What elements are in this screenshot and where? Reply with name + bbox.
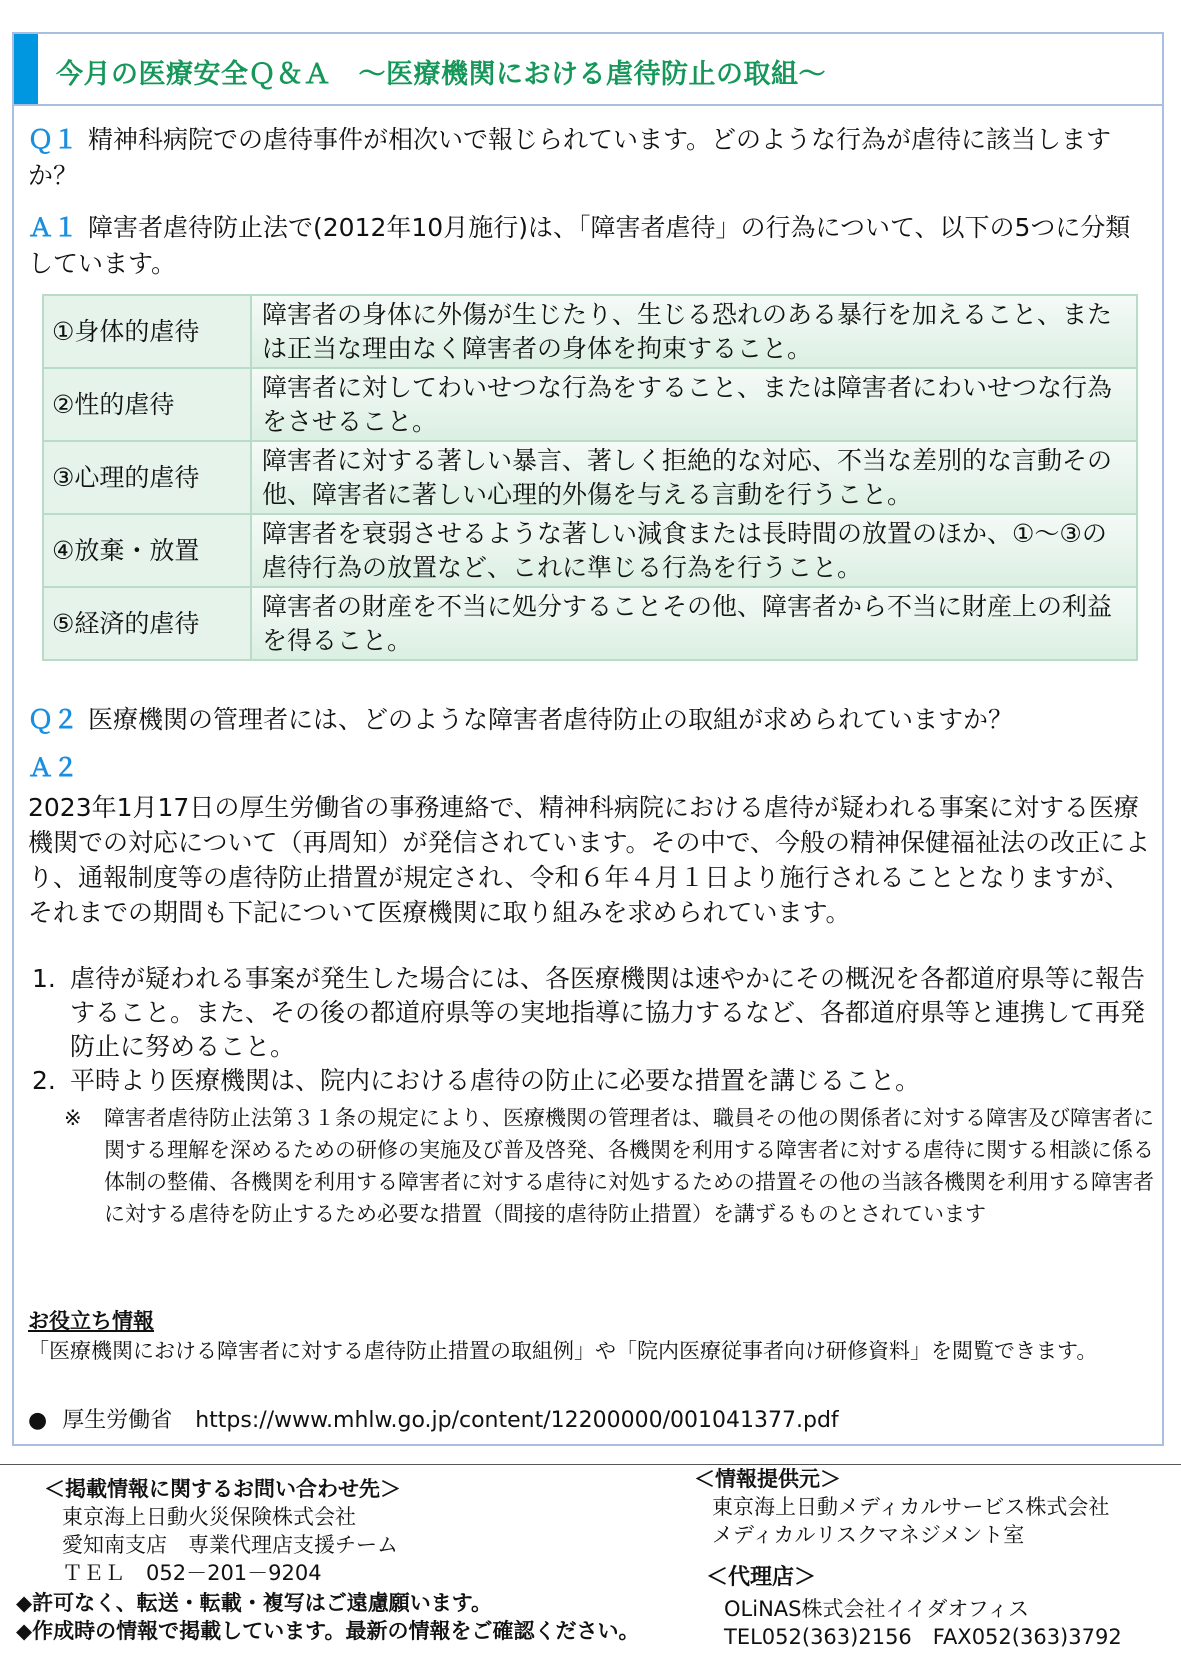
abuse-type-name: ②性的虐待 <box>43 368 251 441</box>
bullet-icon: ● <box>28 1408 48 1433</box>
contact-company: 東京海上日動火災保険株式会社 <box>62 1505 356 1529</box>
contact-title: ＜掲載情報に関するお問い合わせ先＞ <box>44 1477 401 1501</box>
note-mark: ※ <box>64 1106 82 1130</box>
list-item <box>28 1064 1153 1098</box>
answer-1-tag: Ａ１ <box>28 213 79 242</box>
title-bar <box>12 32 1164 106</box>
abuse-type-desc: 障害者の財産を不当に処分することその他、障害者から不当に財産上の利益を得ること。 <box>251 587 1137 660</box>
table-row <box>43 514 1137 587</box>
table-row <box>43 295 1137 368</box>
notice-latest-info: ◆作成時の情報で掲載しています。最新の情報をご確認ください。 <box>16 1619 640 1643</box>
abuse-type-desc: 障害者の身体に外傷が生じたり、生じる恐れのある暴行を加えること、または正当な理由なく障害者の身体を拘束すること。 <box>251 295 1137 368</box>
abuse-type-name: ③心理的虐待 <box>43 441 251 514</box>
answer-1-text: 障害者虐待防止法で(2012年10月施行)は、「障害者虐待」の行為について、以下の5つに分類しています。 <box>28 213 1131 278</box>
list-item-number: 2. <box>32 1066 56 1095</box>
note-text: 障害者虐待防止法第３１条の規定により、医療機関の管理者は、職員その他の関係者に対する障害及び障害者に関する理解を深めるための研修の実施及び普及啓発、各機関を利用する障害者に対する虐待に関する相談に係る体制の整備、各機関を利用する障害者に対する虐待に対処するための措置その他の当該各機関を利用する障害者に対する虐待を防止するため必要な措置（間接的虐待防止措置）を講ずるものとされています <box>104 1106 1154 1226</box>
legal-note <box>64 1102 1154 1230</box>
list-item <box>28 962 1153 1064</box>
title-accent-bar <box>14 34 38 104</box>
page-title: 今月の医療安全Ｑ＆Ａ ～医療機関における虐待防止の取組～ <box>56 59 826 90</box>
provider-dept: メディカルリスクマネジメント室 <box>712 1523 1025 1547</box>
notice-no-redistribution: ◆許可なく、転送・転載・複写はご遠慮願います。 <box>16 1591 493 1615</box>
question-2 <box>28 702 1153 738</box>
abuse-type-name: ④放棄・放置 <box>43 514 251 587</box>
question-2-tag: Ｑ２ <box>28 705 79 734</box>
question-1-tag: Ｑ１ <box>28 125 79 154</box>
table-row <box>43 587 1137 660</box>
abuse-type-desc: 障害者を衰弱させるような著しい減食または長時間の放置のほか、①～③の虐待行為の放置など、これに準じる行為を行うこと。 <box>251 514 1137 587</box>
agency-title: ＜代理店＞ <box>706 1565 817 1590</box>
answer-1 <box>28 210 1153 282</box>
question-1 <box>28 122 1153 194</box>
table-row <box>43 368 1137 441</box>
useful-info-text: 「医療機関における障害者に対する虐待防止措置の取組例」や「院内医療従事者向け研修資料」を閲覧できます。 <box>28 1339 1098 1363</box>
useful-info-title: お役立ち情報 <box>28 1309 154 1333</box>
provider-title: ＜情報提供元＞ <box>694 1467 841 1491</box>
question-2-text: 医療機関の管理者には、どのような障害者虐待防止の取組が求められていますか？ <box>88 705 1014 734</box>
link-label: 厚生労働省 <box>62 1408 173 1433</box>
contact-branch: 愛知南支店 専業代理店支援チーム <box>62 1533 398 1557</box>
abuse-type-name: ①身体的虐待 <box>43 295 251 368</box>
answer-2-text: 2023年1月17日の厚生労働省の事務連絡で、精神科病院における虐待が疑われる事案に対する医療機関での対応について（再周知）が発信されています。その中で、今般の精神保健福祉法の改正により、通報制度等の虐待防止措置が規定され、令和６年４月１日より施行されることとなりますが、それまでの期間も下記について医療機関に取り組みを求められています。 <box>28 793 1151 927</box>
list-item-text: 平時より医療機関は、院内における虐待の防止に必要な措置を講じること。 <box>70 1066 921 1095</box>
abuse-type-desc: 障害者に対してわいせつな行為をすること、または障害者にわいせつな行為をさせること。 <box>251 368 1137 441</box>
question-1-text: 精神科病院での虐待事件が相次いで報じられています。どのような行為が虐待に該当しますか？ <box>28 125 1112 190</box>
resource-link[interactable]: https://www.mhlw.go.jp/content/12200000/001041377.pdf <box>195 1408 839 1433</box>
useful-info-link-row <box>28 1403 839 1434</box>
answer-2 <box>28 750 1153 786</box>
abuse-type-name: ⑤経済的虐待 <box>43 587 251 660</box>
provider-company: 東京海上日動メディカルサービス株式会社 <box>712 1495 1110 1519</box>
agency-contact: TEL052(363)2156 FAX052(363)3792 <box>724 1625 1122 1649</box>
footer-divider <box>0 1464 1181 1465</box>
abuse-types-table <box>42 294 1138 661</box>
agency-name: OLiNAS株式会社イイダオフィス <box>724 1597 1030 1621</box>
answer-2-list <box>28 962 1153 1098</box>
answer-2-tag: Ａ２ <box>28 753 79 782</box>
abuse-type-desc: 障害者に対する著しい暴言、著しく拒絶的な対応、不当な差別的な言動その他、障害者に著しい心理的外傷を与える言動を行うこと。 <box>251 441 1137 514</box>
table-row <box>43 441 1137 514</box>
list-item-number: 1. <box>32 964 56 993</box>
list-item-text: 虐待が疑われる事案が発生した場合には、各医療機関は速やかにその概況を各都道府県等に報告すること。また、その後の都道府県等の実地指導に協力するなど、各都道府県等と連携して再発防止に努めること。 <box>70 964 1146 1061</box>
contact-tel: ＴＥＬ 052－201－9204 <box>62 1561 322 1585</box>
